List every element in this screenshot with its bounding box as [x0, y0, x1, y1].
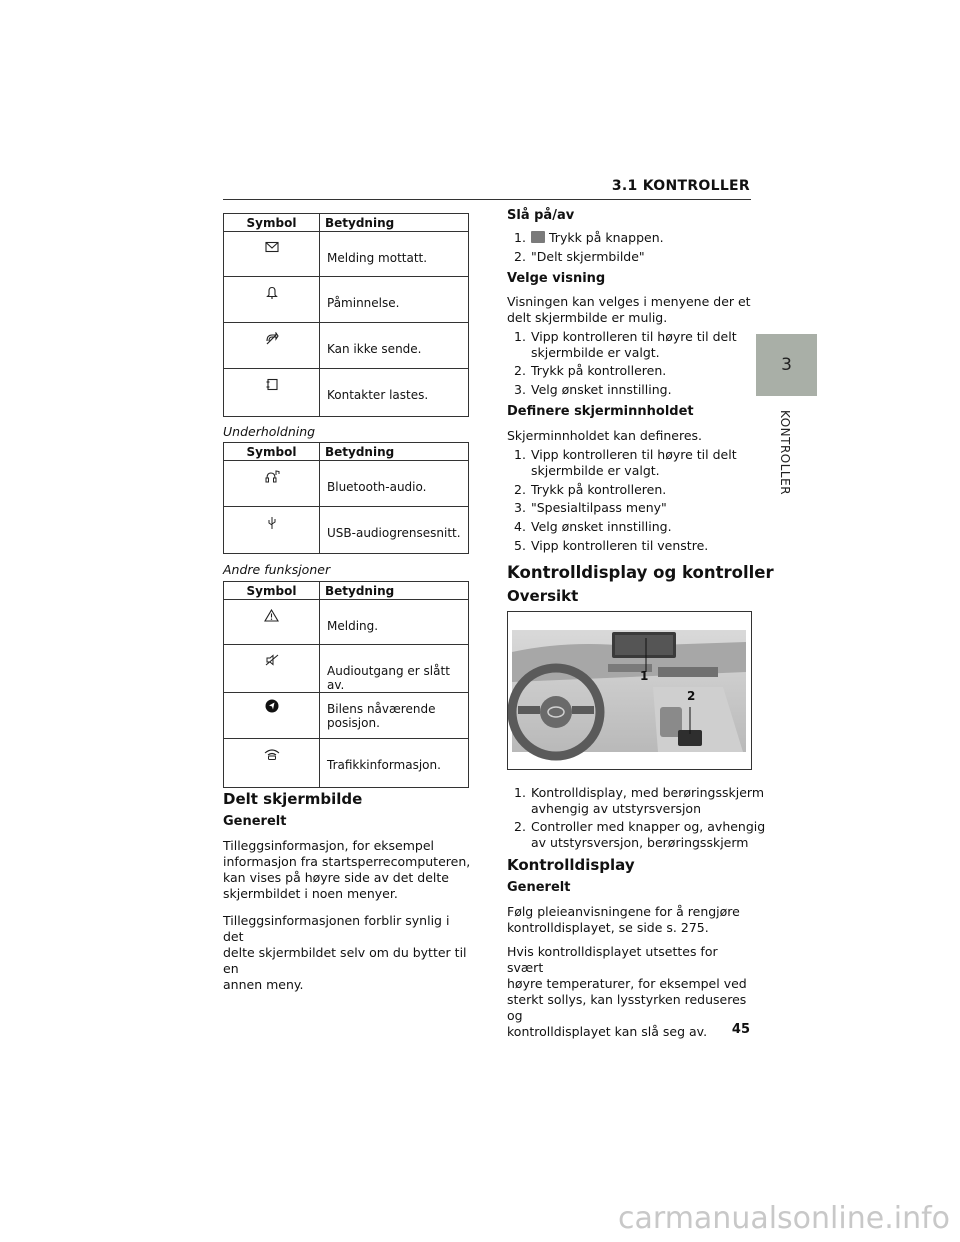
text-line: delte skjermbildet selv om du bytter til en: [223, 945, 467, 976]
heading-control-display: Kontrolldisplay: [507, 856, 635, 874]
list-text: Trykk på kontrolleren.: [531, 363, 667, 378]
cannot-send-icon: [265, 332, 279, 346]
list-text: skjermbilde er valgt.: [531, 345, 660, 360]
list-text: Velg ønsket innstilling.: [531, 382, 672, 397]
table-header-symbol: Symbol: [224, 443, 320, 461]
position-icon: [265, 699, 279, 713]
table-row: [224, 600, 469, 645]
text-line: annen meny.: [223, 977, 304, 992]
caption-entertainment: Underholdning: [223, 424, 316, 439]
text-line: Visningen kan velges i menyene der et: [507, 294, 751, 309]
page-number: 45: [731, 1022, 750, 1037]
list-number: 1.: [514, 329, 526, 344]
meaning-text: Kontakter lastes.: [320, 369, 469, 417]
list-text: Controller med knapper og, avhengig: [531, 819, 766, 834]
chapter-tab: [756, 334, 817, 396]
list-item: [514, 819, 765, 851]
table-row: [224, 507, 469, 554]
table-row: [224, 645, 469, 693]
callout-label-2: 2: [687, 689, 696, 703]
table-row: [224, 369, 469, 417]
table-row: [224, 739, 469, 788]
list-number: 2.: [514, 249, 526, 264]
meaning-text: Påminnelse.: [320, 277, 469, 323]
list-item: [514, 230, 664, 246]
heading-on-off: Slå på/av: [507, 208, 575, 223]
paragraph-define-content: Skjerminnholdet kan defineres.: [507, 428, 703, 443]
table-row: [224, 277, 469, 323]
text-line: Tilleggsinformasjon, for eksempel: [223, 838, 435, 853]
meaning-text: USB-audiogrensesnitt.: [320, 507, 469, 554]
table-header-meaning: Betydning: [320, 214, 469, 232]
caption-other-functions: Andre funksjoner: [223, 562, 331, 577]
meaning-text: posisjon.: [327, 716, 380, 730]
list-number: 1.: [514, 230, 526, 245]
list-text: skjermbilde er valgt.: [531, 463, 660, 478]
option-button-icon: [531, 231, 545, 243]
list-text: Vipp kontrolleren til venstre.: [531, 538, 709, 553]
list-item: [514, 538, 708, 554]
symbol-table-entertainment: [223, 442, 469, 554]
paragraph-additional-info: [223, 838, 473, 902]
list-item: [514, 363, 666, 379]
paragraph-care-instructions: [507, 904, 757, 936]
list-text: "Delt skjermbilde": [531, 249, 645, 264]
list-item: [514, 482, 666, 498]
meaning-text: Melding.: [320, 600, 469, 645]
list-number: 5.: [514, 538, 526, 553]
list-text: avhengig av utstyrsversjon: [531, 801, 702, 816]
chapter-label: KONTROLLER: [778, 410, 792, 496]
text-line: kontrolldisplayet kan slå seg av.: [507, 1024, 708, 1039]
list-number: 3.: [514, 382, 526, 397]
text-line: informasjon fra startsperrecomputeren,: [223, 854, 471, 869]
paragraph-info-remains: [223, 913, 473, 993]
audio-mute-icon: [265, 654, 279, 666]
table-header-symbol: Symbol: [224, 214, 320, 232]
bluetooth-audio-icon: [264, 470, 280, 484]
heading-split-screen: Delt skjermbilde: [223, 790, 363, 808]
list-number: 2.: [514, 819, 526, 834]
table-row: [224, 461, 469, 507]
meaning-text: Bluetooth-audio.: [320, 461, 469, 507]
meaning-text: Trafikkinformasjon.: [320, 739, 469, 788]
list-text: Kontrolldisplay, med berøringsskjerm: [531, 785, 765, 800]
envelope-icon: [265, 241, 279, 253]
text-line: kontrolldisplayet, se side s. 275.: [507, 920, 709, 935]
list-item: [514, 785, 764, 817]
table-header-meaning: Betydning: [320, 443, 469, 461]
list-text: Vipp kontrolleren til høyre til delt: [531, 329, 737, 344]
text-line: skjermbildet i noen menyer.: [223, 886, 398, 901]
car-interior-image: [508, 612, 751, 769]
list-text: Trykk på knappen.: [549, 230, 664, 245]
list-number: 1.: [514, 785, 526, 800]
bell-icon: [266, 286, 278, 299]
callout-label-1: 1: [640, 669, 649, 683]
list-number: 4.: [514, 519, 526, 534]
section-header: 3.1 KONTROLLER: [611, 178, 750, 194]
chapter-number: 3: [781, 355, 792, 375]
table-row: [224, 323, 469, 369]
meaning-text: Bilens nåværende: [327, 702, 436, 716]
text-line: sterkt sollys, kan lysstyrken reduseres og: [507, 992, 747, 1023]
meaning-text: Kan ikke sende.: [320, 323, 469, 369]
list-text: av utstyrsversjon, berøringsskjerm: [531, 835, 749, 850]
heading-control-display-and-controller: Kontrolldisplay og kontroller: [507, 563, 774, 582]
list-item: [514, 519, 672, 535]
heading-define-content: Definere skjerminnholdet: [507, 404, 694, 419]
table-row: [224, 232, 469, 277]
warning-icon: [264, 609, 279, 622]
list-item: [514, 382, 672, 398]
heading-general-2: Generelt: [507, 880, 571, 895]
text-line: Tilleggsinformasjonen forblir synlig i det: [223, 913, 450, 944]
list-item: [514, 447, 737, 479]
table-header-meaning: Betydning: [320, 582, 469, 600]
heading-overview: Oversikt: [507, 587, 579, 605]
list-number: 1.: [514, 447, 526, 462]
watermark: carmanualsonline.info: [618, 1201, 950, 1236]
list-text: Velg ønsket innstilling.: [531, 519, 672, 534]
list-text: Trykk på kontrolleren.: [531, 482, 667, 497]
list-item: [514, 500, 667, 516]
text-line: delt skjermbilde er mulig.: [507, 310, 668, 325]
meaning-text: Audioutgang er slått av.: [320, 645, 469, 693]
usb-icon: [267, 516, 277, 530]
list-text: Vipp kontrolleren til høyre til delt: [531, 447, 737, 462]
heading-general: Generelt: [223, 814, 287, 829]
symbol-table-messages: [223, 213, 469, 417]
text-line: kan vises på høyre side av det delte: [223, 870, 450, 885]
list-item: [514, 329, 737, 361]
paragraph-select-view: [507, 294, 751, 326]
text-line: Følg pleieanvisningene for å rengjøre: [507, 904, 740, 919]
heading-select-view: Velge visning: [507, 271, 606, 286]
contacts-icon: [265, 378, 279, 391]
list-item: [514, 249, 645, 265]
list-number: 2.: [514, 363, 526, 378]
traffic-info-icon: [264, 748, 280, 761]
header-rule: [223, 199, 751, 200]
text-line: høyre temperaturer, for eksempel ved: [507, 976, 747, 991]
text-line: Hvis kontrolldisplayet utsettes for svært: [507, 944, 718, 975]
list-text: "Spesialtilpass meny": [531, 500, 667, 515]
symbol-table-other: [223, 581, 469, 788]
table-row: [224, 693, 469, 739]
list-number: 3.: [514, 500, 526, 515]
dashboard-illustration: [507, 611, 752, 770]
list-number: 2.: [514, 482, 526, 497]
meaning-text: Melding mottatt.: [320, 232, 469, 277]
table-header-symbol: Symbol: [224, 582, 320, 600]
